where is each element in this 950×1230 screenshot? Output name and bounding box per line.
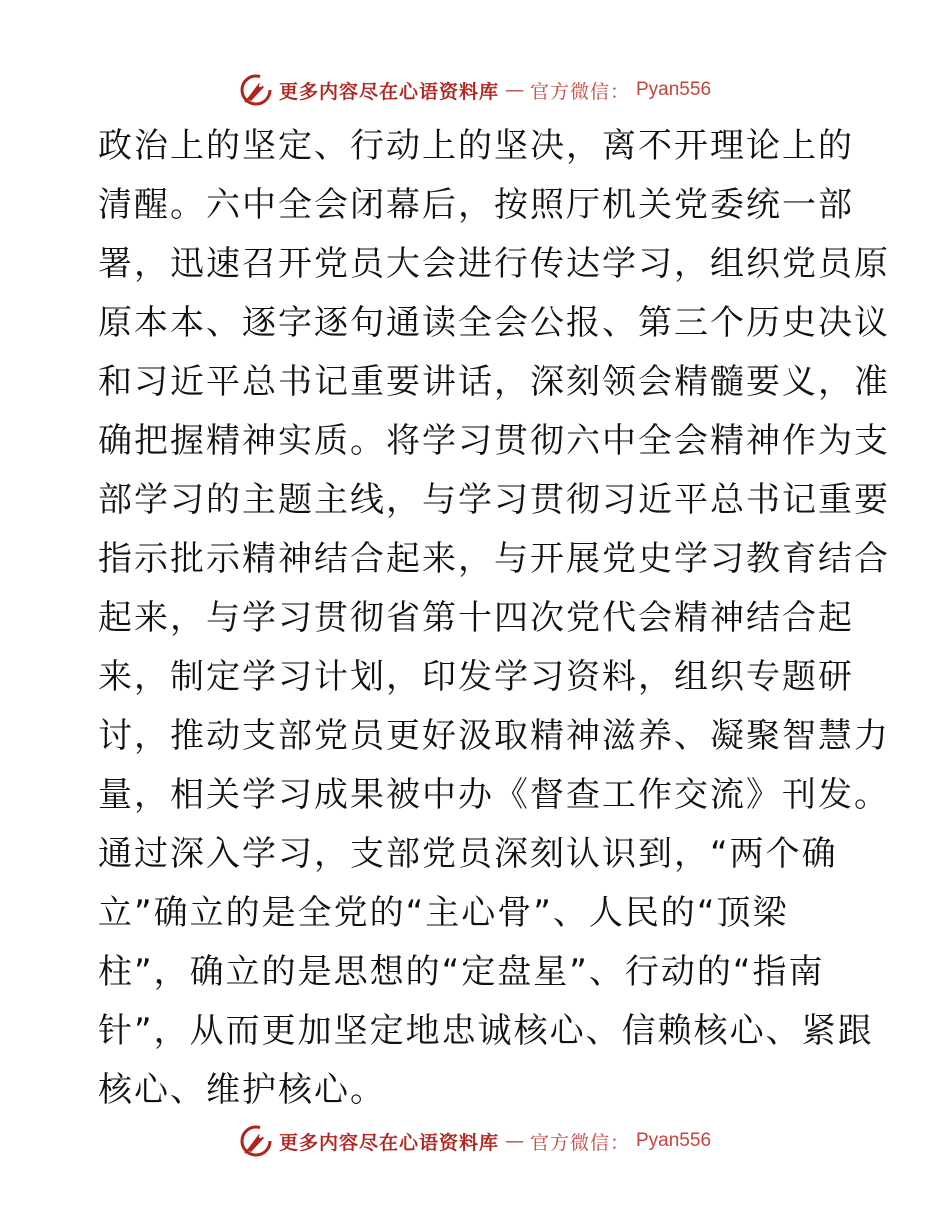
body-line: 政治上的坚定、行动上的坚决，离不开理论上的 <box>98 126 854 166</box>
footer-banner <box>0 1121 950 1161</box>
body-line: 确把握精神实质。将学习贯彻六中全会精神作为支 <box>98 421 890 461</box>
body-line: 起来，与学习贯彻省第十四次党代会精神结合起 <box>98 598 854 638</box>
body-line: 原本本、逐字逐句通读全会公报、第三个历史决议 <box>98 303 890 343</box>
banner-slogan: 更多内容尽在心语资料库 <box>278 1131 499 1154</box>
body-line: 清醒。六中全会闭幕后，按照厅机关党委统一部 <box>98 185 854 225</box>
body-line: 部学习的主题主线，与学习贯彻习近平总书记重要 <box>98 480 890 520</box>
banner-wechat-label: 官方微信： <box>529 1131 630 1154</box>
body-line: 通过深入学习，支部党员深刻认识到，“两个确 <box>98 834 838 874</box>
pen-nib-logo-icon <box>239 73 273 107</box>
body-line: 和习近平总书记重要讲话，深刻领会精髓要义，准 <box>98 362 890 402</box>
banner-wechat-id: Pyan556 <box>636 1130 712 1151</box>
body-line: 来，制定学习计划，印发学习资料，组织专题研 <box>98 657 854 697</box>
body-line: 核心、维护核心。 <box>98 1070 386 1110</box>
body-line: 立”确立的是全党的“主心骨”、人民的“顶梁 <box>98 893 789 933</box>
pen-nib-logo-icon <box>239 1124 273 1158</box>
document-body <box>98 117 890 1120</box>
header-banner <box>0 70 950 110</box>
body-line: 量，相关学习成果被中办《督查工作交流》刊发。 <box>98 775 890 815</box>
body-line: 讨，推动支部党员更好汲取精神滋养、凝聚智慧力 <box>98 716 890 756</box>
body-line: 署，迅速召开党员大会进行传达学习，组织党员原 <box>98 244 890 284</box>
banner-wechat-id: Pyan556 <box>636 79 712 100</box>
banner-separator: — <box>504 1130 524 1152</box>
body-line: 指示批示精神结合起来，与开展党史学习教育结合 <box>98 539 890 579</box>
banner-separator: — <box>504 79 524 101</box>
banner-slogan: 更多内容尽在心语资料库 <box>278 80 499 103</box>
body-line: 针”，从而更加坚定地忠诚核心、信赖核心、紧跟 <box>98 1011 874 1051</box>
banner-wechat-label: 官方微信： <box>529 80 630 103</box>
body-line: 柱”，确立的是思想的“定盘星”、行动的“指南 <box>98 952 825 992</box>
